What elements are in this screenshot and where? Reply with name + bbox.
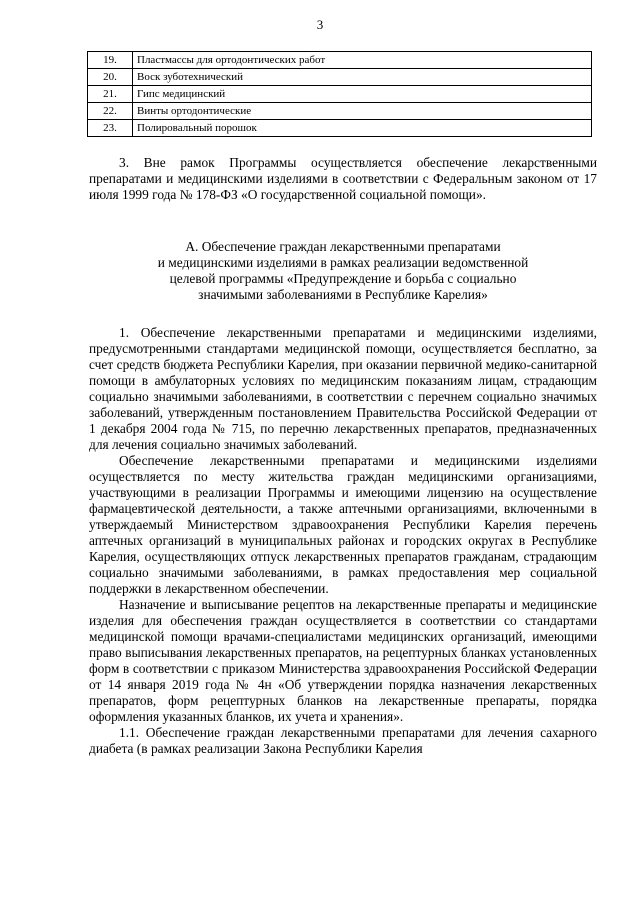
row-number: 22. (88, 103, 133, 120)
section-heading-line: и медицинскими изделиями в рамках реализации ведомственной (157, 255, 529, 270)
paragraph-3-text: 3. Вне рамок Программы осуществляется обеспечение лекарственными препаратами и медицинскими изделиями в соответствии с Федеральным законом от 17 июля 1999 года № 178-ФЗ «О государственной социальной помощи». (89, 155, 597, 202)
row-number: 20. (88, 69, 133, 86)
row-number: 21. (88, 86, 133, 103)
page-number: 3 (316, 17, 324, 32)
supplies-table (87, 51, 592, 137)
table-row (88, 86, 592, 103)
paragraph-3 (89, 155, 597, 203)
body-paragraph-1: 1. Обеспечение лекарственными препаратами и медицинскими изделиями, предусмотренными стандартами медицинской помощи, осуществляется бесплатно, за счет средств бюджета Республики Карелия, при оказании первичной медико-санитарной помощи в амбулаторных условиях по медицинским показаниям лицам, страдающим социально значимыми заболеваниями, в соответствии с перечнем социально значимых заболеваний, утвержденным постановлением Правительства Российской Федерации от 1 декабря 2004 года № 715, по перечню лекарственных препаратов, предназначенных для лечения социально значимых заболеваний. (89, 325, 597, 452)
body-paragraph-3: Назначение и выписывание рецептов на лекарственные препараты и медицинские изделия для обеспечения граждан осуществляется в соответствии со стандартами медицинской помощи врачами-специалистами медицинских организаций, имеющими право выписывания лекарственных препаратов, на рецептурных бланках установленных форм в соответствии с приказом Министерства здравоохранения Российской Федерации от 14 января 2019 года № 4н «Об утверждении порядка назначения лекарственных препаратов, форм рецептурных бланков на лекарственные препараты, порядка оформления указанных бланков, их учета и хранения». (89, 597, 597, 724)
row-item-name: Полировальный порошок (133, 120, 592, 137)
body-paragraph-2: Обеспечение лекарственными препаратами и медицинскими изделиями осуществляется по месту жительства граждан медицинскими организациями, участвующими в реализации Программы и имеющими лицензию на осуществление фармацевтической деятельности, а также аптечными организациями, включенными в утверждаемый Министерством здравоохранения Республики Карелия перечень аптечных организаций в муниципальных районах и городских округах в Республике Карелия, осуществляющих отпуск лекарственных препаратов гражданам, страдающим социально значимыми заболеваниями, в рамках предоставления мер социальной поддержки в лекарственном обеспечении. (89, 453, 597, 596)
row-item-name: Винты ортодонтические (133, 103, 592, 120)
row-item-name: Пластмассы для ортодонтических работ (133, 52, 592, 69)
row-number: 19. (88, 52, 133, 69)
section-body (89, 325, 597, 757)
table-row (88, 103, 592, 120)
section-heading (100, 239, 586, 303)
section-heading-line: значимыми заболеваниями в Республике Карелия» (198, 287, 488, 302)
row-item-name: Воск зуботехнический (133, 69, 592, 86)
section-heading-line: А. Обеспечение граждан лекарственными препаратами (185, 239, 501, 254)
body-paragraph-4: 1.1. Обеспечение граждан лекарственными препаратами для лечения сахарного диабета (в рамках реализации Закона Республики Карелия (89, 725, 597, 756)
table-row (88, 69, 592, 86)
table-row (88, 52, 592, 69)
row-number: 23. (88, 120, 133, 137)
table-row (88, 120, 592, 137)
row-item-name: Гипс медицинский (133, 86, 592, 103)
section-heading-line: целевой программы «Предупреждение и борьба с социально (169, 271, 517, 286)
